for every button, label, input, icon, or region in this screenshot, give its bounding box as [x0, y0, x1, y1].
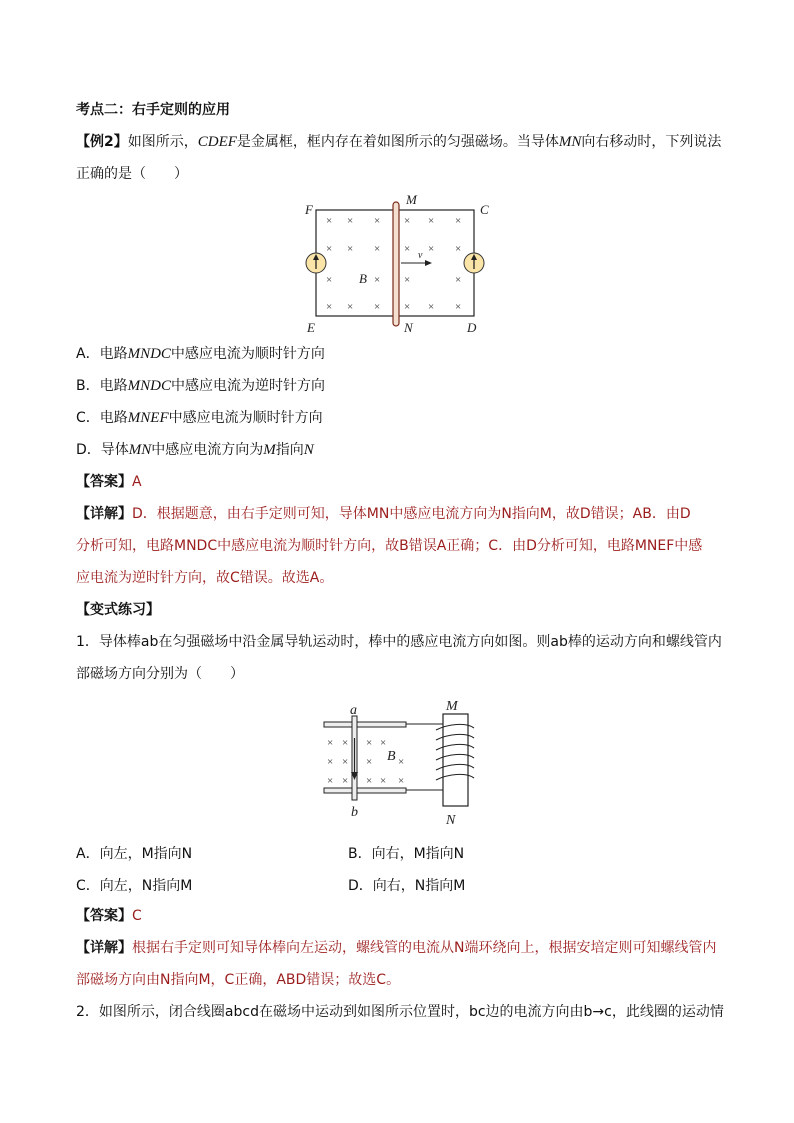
svg-text:×: ×	[380, 737, 387, 749]
svg-text:×: ×	[326, 274, 333, 286]
option-a: A．电路MNDC中感应电流为顺时针方向	[76, 346, 325, 362]
example-detail-line2: 分析可知，电路MNDC中感应电流为顺时针方向，故B错误A正确；C．由D分析可知，电路MNEF中感	[76, 538, 703, 554]
label-B: B	[359, 271, 367, 286]
example-stem-line1	[76, 132, 721, 152]
svg-text:×: ×	[404, 301, 411, 313]
svg-text:×: ×	[366, 756, 373, 768]
practice-title: 【变式练习】	[76, 602, 160, 618]
label-E: E	[307, 320, 315, 335]
svg-text:×: ×	[455, 215, 462, 227]
svg-text:×: ×	[327, 756, 334, 768]
svg-text:×: ×	[374, 274, 381, 286]
q1-option-b: B．向右，M指向N	[348, 846, 465, 862]
label-N: N	[404, 320, 413, 335]
q1-line1: 1．导体棒ab在匀强磁场中沿金属导轨运动时，棒中的感应电流方向如图。则ab棒的运动方向和螺线管内	[76, 634, 722, 650]
label-C: C	[480, 202, 489, 217]
svg-text:×: ×	[374, 243, 381, 255]
svg-text:×: ×	[342, 775, 349, 787]
svg-text:×: ×	[327, 775, 334, 787]
section-title: 考点二：右手定则的应用	[76, 102, 230, 118]
rod-mn	[393, 202, 399, 326]
svg-text:×: ×	[428, 215, 435, 227]
svg-text:×: ×	[455, 274, 462, 286]
q1-line2: 部磁场方向分别为（ ）	[76, 666, 244, 682]
q1-option-c: C．向左，N指向M	[76, 878, 193, 894]
svg-text:×: ×	[455, 301, 462, 313]
svg-text:×: ×	[380, 775, 387, 787]
svg-text:×: ×	[374, 215, 381, 227]
svg-text:×: ×	[428, 301, 435, 313]
svg-text:×: ×	[326, 243, 333, 255]
figure-metal-frame	[296, 192, 496, 342]
svg-text:×: ×	[347, 215, 354, 227]
q1-option-a: A．向左，M指向N	[76, 846, 193, 862]
svg-text:×: ×	[326, 301, 333, 313]
svg-text:×: ×	[347, 243, 354, 255]
galvanometer-right	[464, 253, 484, 273]
svg-text:×: ×	[342, 737, 349, 749]
figure-rails-solenoid	[318, 696, 488, 828]
label-a: a	[350, 703, 357, 718]
galvanometer-left	[306, 253, 326, 273]
stem-part2: 是金属框，框内存在着如图所示的匀强磁场。当导体	[236, 134, 559, 150]
svg-text:×: ×	[455, 243, 462, 255]
option-b: B．电路MNDC中感应电流为逆时针方向	[76, 378, 325, 394]
stem-var-cdef: CDEF	[197, 134, 237, 150]
option-d: D．导体MN中感应电流方向为M指向N	[76, 442, 314, 458]
q1-detail-line1: 【详解】根据右手定则可知导体棒向左运动，螺线管的电流从N端环绕向上，根据安培定则可知螺线管内	[76, 940, 717, 956]
example-stem-line2: 正确的是（ ）	[76, 166, 188, 182]
label-N2: N	[446, 813, 456, 828]
q1-answer: 【答案】C	[76, 908, 142, 924]
label-M: M	[406, 192, 417, 207]
label-M2: M	[446, 699, 458, 714]
example-answer: 【答案】A	[76, 474, 142, 490]
solenoid-core	[443, 714, 468, 806]
q1-detail-line2: 部磁场方向由N指向M，C正确，ABD错误；故选C。	[76, 972, 401, 988]
svg-text:×: ×	[404, 274, 411, 286]
example-detail-line3: 应电流为逆时针方向，故C错误。故选A。	[76, 570, 334, 586]
label-D: D	[467, 320, 477, 335]
svg-text:×: ×	[342, 756, 349, 768]
label-b: b	[351, 805, 358, 820]
svg-text:×: ×	[366, 775, 373, 787]
svg-text:×: ×	[326, 215, 333, 227]
svg-text:×: ×	[374, 301, 381, 313]
label-B2: B	[387, 749, 396, 764]
svg-text:×: ×	[398, 775, 405, 787]
example-detail-line1: 【详解】D．根据题意，由右手定则可知，导体MN中感应电流方向为N指向M，故D错误；AB．由D	[76, 506, 691, 522]
svg-text:×: ×	[347, 301, 354, 313]
svg-text:×: ×	[366, 737, 373, 749]
q1-option-d: D．向右，N指向M	[348, 878, 466, 894]
option-c: C．电路MNEF中感应电流为顺时针方向	[76, 410, 323, 426]
svg-text:×: ×	[398, 756, 405, 768]
svg-text:×: ×	[404, 243, 411, 255]
stem-var-mn: MN	[558, 134, 582, 150]
svg-text:×: ×	[327, 737, 334, 749]
svg-text:×: ×	[428, 243, 435, 255]
example-tag: 【例2】	[76, 134, 128, 150]
label-v: v	[418, 250, 423, 261]
stem-part1: 如图所示，	[127, 134, 198, 150]
label-F: F	[305, 202, 313, 217]
svg-text:×: ×	[404, 215, 411, 227]
q2-line1: 2．如图所示，闭合线圈abcd在磁场中运动到如图所示位置时，bc边的电流方向由b→c，此线圈的运动情	[76, 1004, 724, 1020]
stem-part3: 向右移动时，下列说法	[581, 134, 722, 150]
